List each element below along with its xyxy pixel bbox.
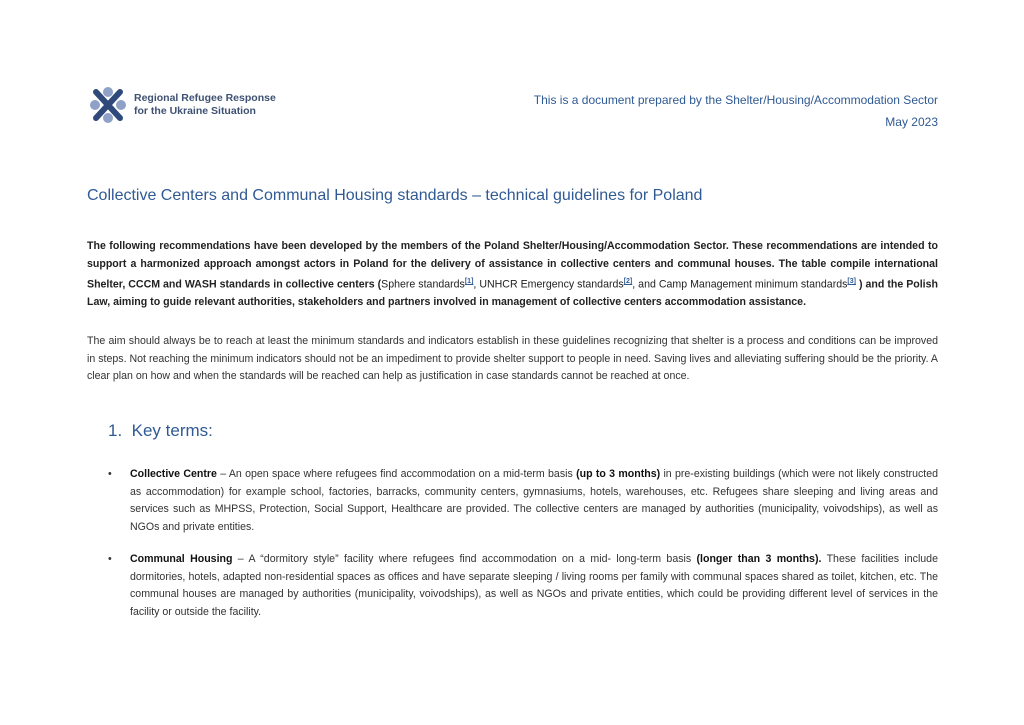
aim-paragraph: The aim should always be to reach at least the minimum standards and indicators establish in these guidelines recognizing that shelter is a process and conditions can be improved in steps. Not reaching the minimum indicators should not be an impediment to provide shelter support to people in need. Saving lives and alleviating suffering should be the priority. A clear plan on how and when the standards will be reached can help as justification in case standards cannot be reached at once. (87, 335, 938, 382)
prepared-by-text: This is a document prepared by the Shelter/Housing/Accommodation Sector (533, 93, 938, 107)
intro-text-2: ) and the Polish Law, aiming to guide relevant authorities, stakeholders and partners involved in management of collective centers accommodation assistance. (87, 278, 938, 309)
section-number: 1. (108, 421, 123, 440)
term-emphasis: (longer than 3 months). (696, 553, 822, 565)
logo-line1: Regional Refugee Response (134, 92, 276, 104)
section-heading (108, 421, 213, 441)
term-name: Collective Centre (130, 468, 217, 480)
list-item (108, 466, 938, 536)
unhcr-standards-text: , UNHCR Emergency standards (473, 278, 624, 291)
term-text-before: – A “dormitory style” facility where refugees find accommodation on a mid- long-term basis (232, 553, 697, 565)
bullet-icon: • (108, 553, 112, 565)
logo-text (134, 92, 276, 118)
document-title: Collective Centers and Communal Housing standards – technical guidelines for Poland (87, 187, 703, 204)
term-text-after: These facilities include dormitories, hotels, adapted non-residential spaces as offices and have separate sleeping / living rooms per family with communal spaces shared as toilet, kitchen, etc. The communal houses are managed by authorities (municipality, voivodships), as well as NGOs and private entities, which could be providing different level of services in the facility or outside the facility. (130, 553, 938, 618)
term-text-before: – An open space where refugees find accommodation on a mid-term basis (216, 468, 577, 480)
term-text-after: in pre-existing buildings (which were not likely constructed as accommodation) for example school, factories, barracks, community centers, gymnasiums, hotels, warehouses, etc. Refugees share sleeping and living areas and services such as MHPSS, Protection, Social Support, Healthcare are provided. The collective centers are managed by authorities (municipality, voivodships), as well as NGOs and private entities. (130, 468, 938, 533)
footnote-link-2[interactable]: [2] (623, 278, 633, 285)
term-emphasis: (up to 3 months) (576, 468, 661, 480)
list-item (108, 551, 938, 621)
section-title: Key terms: (131, 421, 213, 440)
intro-paragraph (87, 238, 938, 312)
footnote-link-1[interactable]: [1] (464, 278, 474, 285)
document-date: May 2023 (885, 115, 938, 129)
camp-standards-text: , and Camp Management minimum standards (632, 278, 848, 291)
logo-line2: for the Ukraine Situation (134, 105, 256, 117)
rrr-logo-icon (88, 84, 128, 126)
footnote-link-3[interactable]: [3] (847, 278, 856, 285)
sphere-standards-text: Sphere standards (381, 278, 465, 291)
organization-logo (88, 84, 276, 126)
key-terms-list (108, 466, 938, 636)
intro-text-1: The following recommendations have been developed by the members of the Poland Shelter/Housing/Accommodation Sector. These recommendations are intended to support a harmonized approach amongst actors in Poland for the delivery of assistance in collective centers and communal houses. The table compile international Shelter, CCCM and WASH standards in collective centers ( (87, 240, 938, 291)
term-name: Communal Housing (130, 553, 233, 565)
document-header (534, 89, 938, 133)
bullet-icon: • (108, 468, 112, 480)
